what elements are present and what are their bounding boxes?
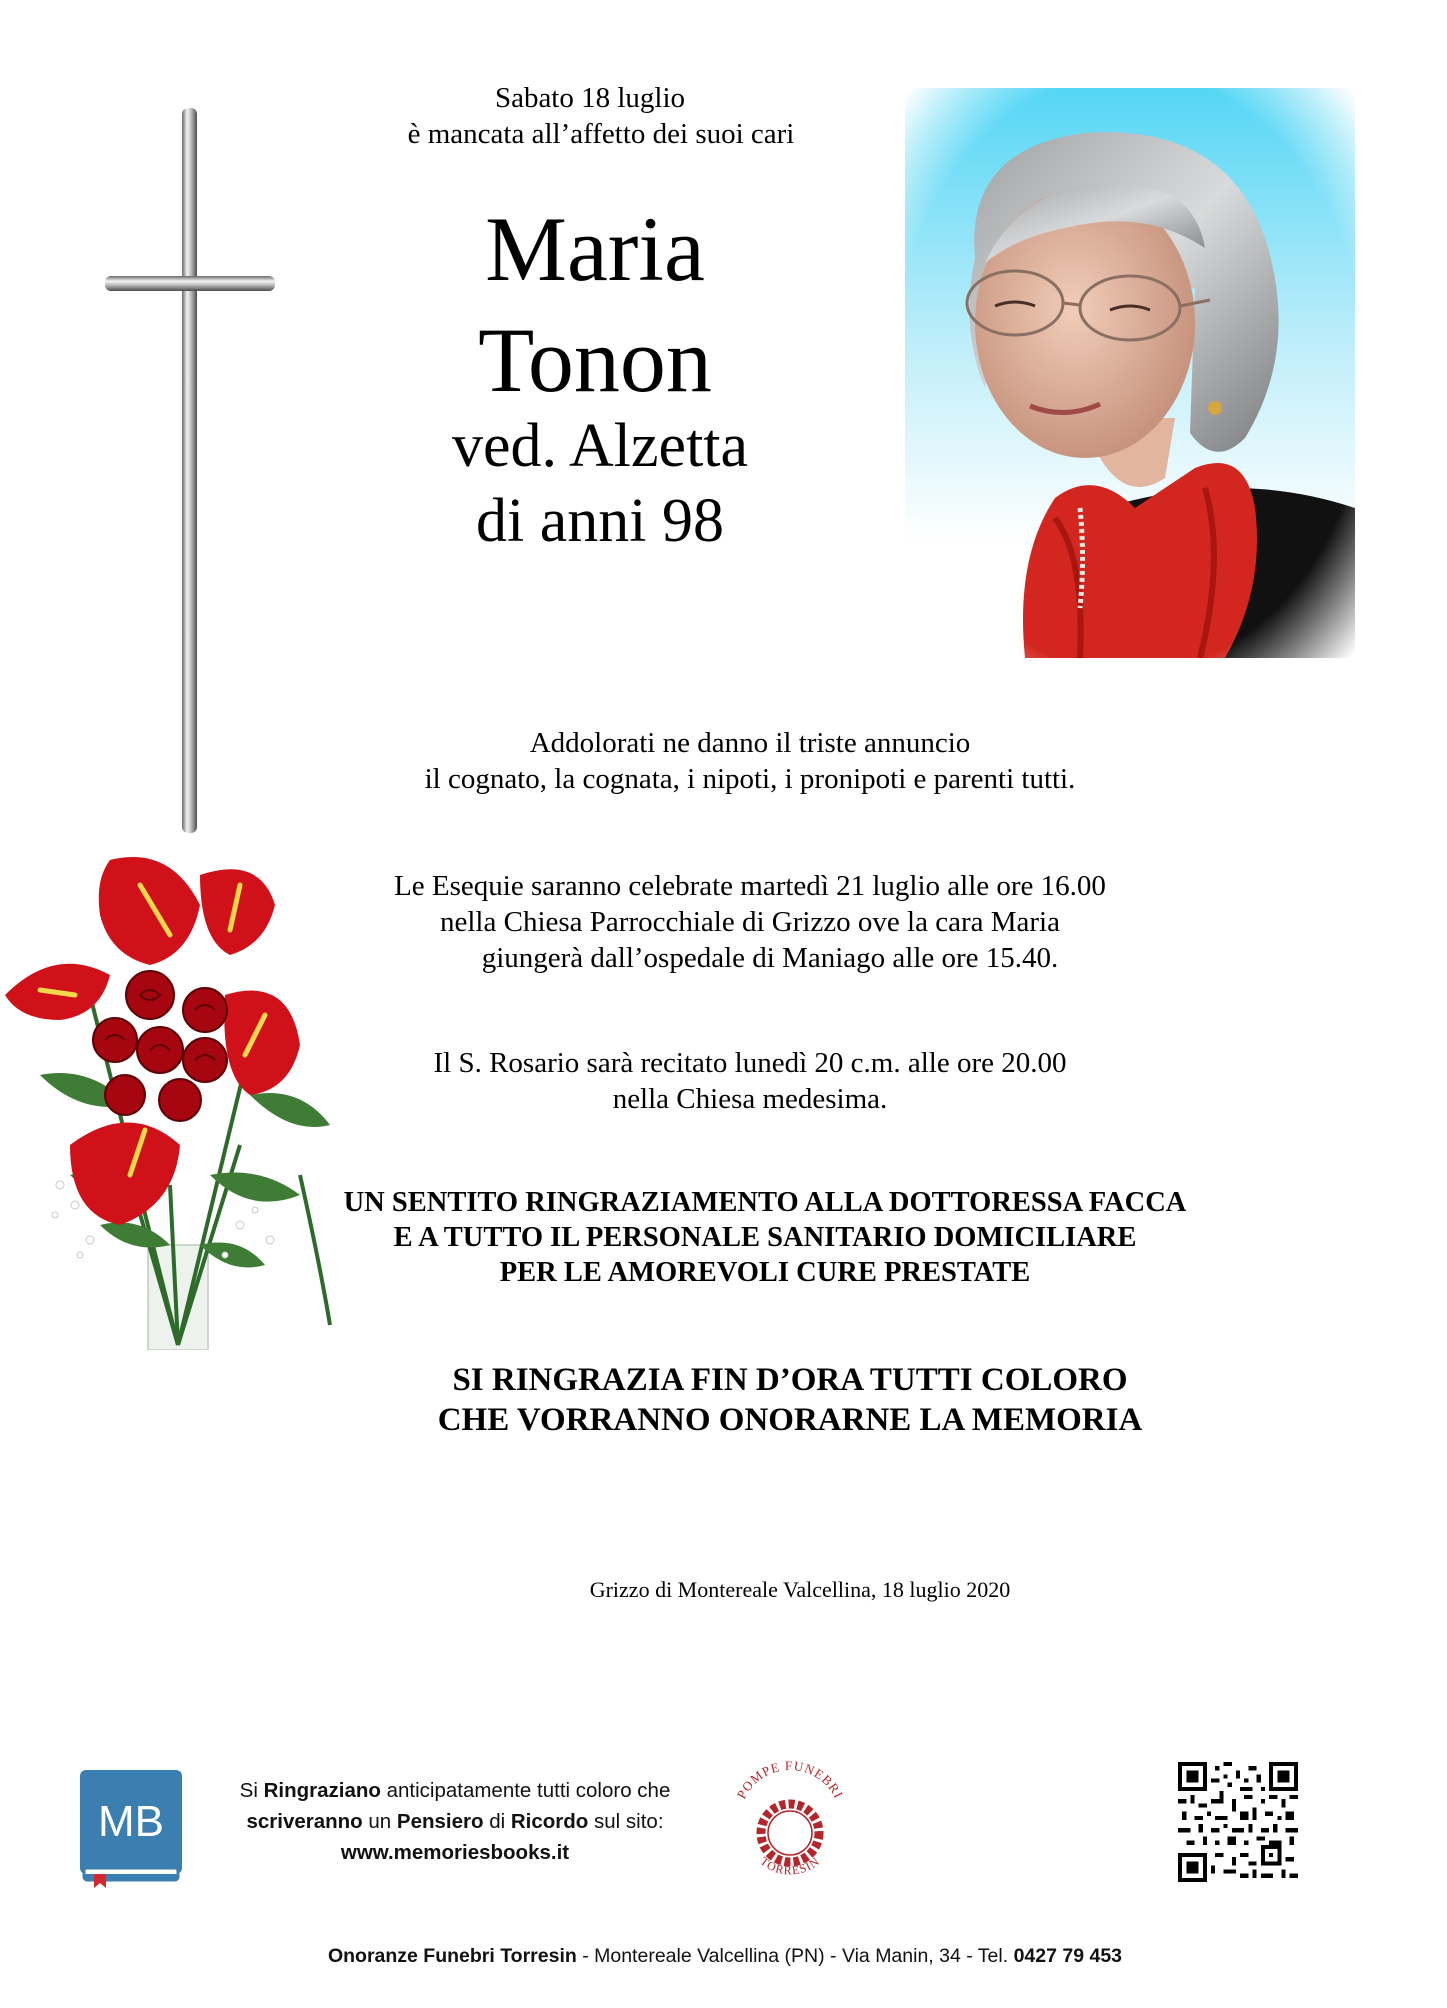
thanks-staff-line: PER LE AMOREVOLI CURE PRESTATE bbox=[499, 1257, 1031, 1288]
thanks-staff-line: E A TUTTO IL PERSONALE SANITARIO DOMICILIARE bbox=[393, 1222, 1137, 1253]
torresin-logo-icon bbox=[725, 1755, 855, 1890]
funeral-line: giungerà dall’ospedale di Maniago alle ore 15.40. bbox=[481, 942, 1059, 974]
announcement-line: il cognato, la cognata, i nipoti, i pronipoti e parenti tutti. bbox=[424, 763, 1076, 795]
mb-logo-text: MB bbox=[98, 1797, 164, 1846]
torresin-bottom-text: TORRESIN bbox=[757, 1853, 823, 1878]
rosary-line: Il S. Rosario sarà recitato lunedì 20 c.m. alle ore 20.00 bbox=[433, 1047, 1067, 1079]
announcement-line: Addolorati ne danno il triste annuncio bbox=[529, 727, 971, 759]
death-date: Sabato 18 luglio bbox=[494, 82, 686, 114]
age: di anni 98 bbox=[476, 487, 724, 555]
memories-line-2: scriveranno un Pensiero di Ricordo sul sito: bbox=[246, 1810, 664, 1833]
funeral-details bbox=[300, 868, 1200, 976]
thanks-all bbox=[290, 1360, 1290, 1440]
intro-text bbox=[330, 80, 850, 152]
deceased-first-name: Maria bbox=[485, 198, 705, 300]
widow-of: ved. Alzetta bbox=[451, 412, 749, 480]
rosary-details bbox=[300, 1045, 1200, 1117]
funeral-line: Le Esequie saranno celebrate martedì 21 luglio alle ore 16.00 bbox=[394, 870, 1106, 902]
company-phone[interactable]: 0427 79 453 bbox=[1013, 1945, 1123, 1967]
place-date: Grizzo di Montereale Valcellina, 18 luglio 2020 bbox=[589, 1577, 1011, 1602]
memories-line-1: Si Ringraziano anticipatamente tutti coloro che bbox=[239, 1779, 671, 1802]
torresin-top-text: POMPE FUNEBRI bbox=[733, 1757, 847, 1802]
deceased-last-name: Tonon bbox=[478, 309, 712, 411]
rosary-line: nella Chiesa medesima. bbox=[612, 1083, 888, 1115]
portrait-image bbox=[905, 88, 1355, 658]
svg-text:POMPE FUNEBRI bbox=[734, 1758, 847, 1801]
thanks-staff-line: UN SENTITO RINGRAZIAMENTO ALLA DOTTORESSA FACCA bbox=[343, 1187, 1187, 1218]
thanks-all-line: SI RINGRAZIA FIN D’ORA TUTTI COLORO bbox=[452, 1362, 1128, 1398]
thanks-all-line: CHE VORRANNO ONORARNE LA MEMORIA bbox=[437, 1402, 1143, 1438]
footer-company-line bbox=[100, 1942, 1350, 1970]
memories-books-text bbox=[205, 1775, 705, 1868]
passed-line: è mancata all’affetto dei suoi cari bbox=[407, 118, 795, 150]
svg-text:TORRESIN bbox=[758, 1854, 823, 1878]
flowers-image bbox=[0, 845, 350, 1350]
thanks-staff bbox=[250, 1185, 1280, 1290]
memories-url-link[interactable]: www.memoriesbooks.it bbox=[340, 1841, 570, 1864]
qr-code-icon[interactable] bbox=[1178, 1762, 1298, 1882]
mb-logo-icon bbox=[80, 1770, 182, 1888]
company-name: Onoranze Funebri Torresin bbox=[327, 1945, 577, 1967]
company-address: - Montereale Valcellina (PN) - Via Manin, 34 - Tel. bbox=[576, 1945, 1014, 1967]
funeral-line: nella Chiesa Parrocchiale di Grizzo ove la cara Maria bbox=[440, 906, 1060, 938]
announcement bbox=[300, 725, 1200, 797]
cross-icon bbox=[105, 108, 275, 833]
